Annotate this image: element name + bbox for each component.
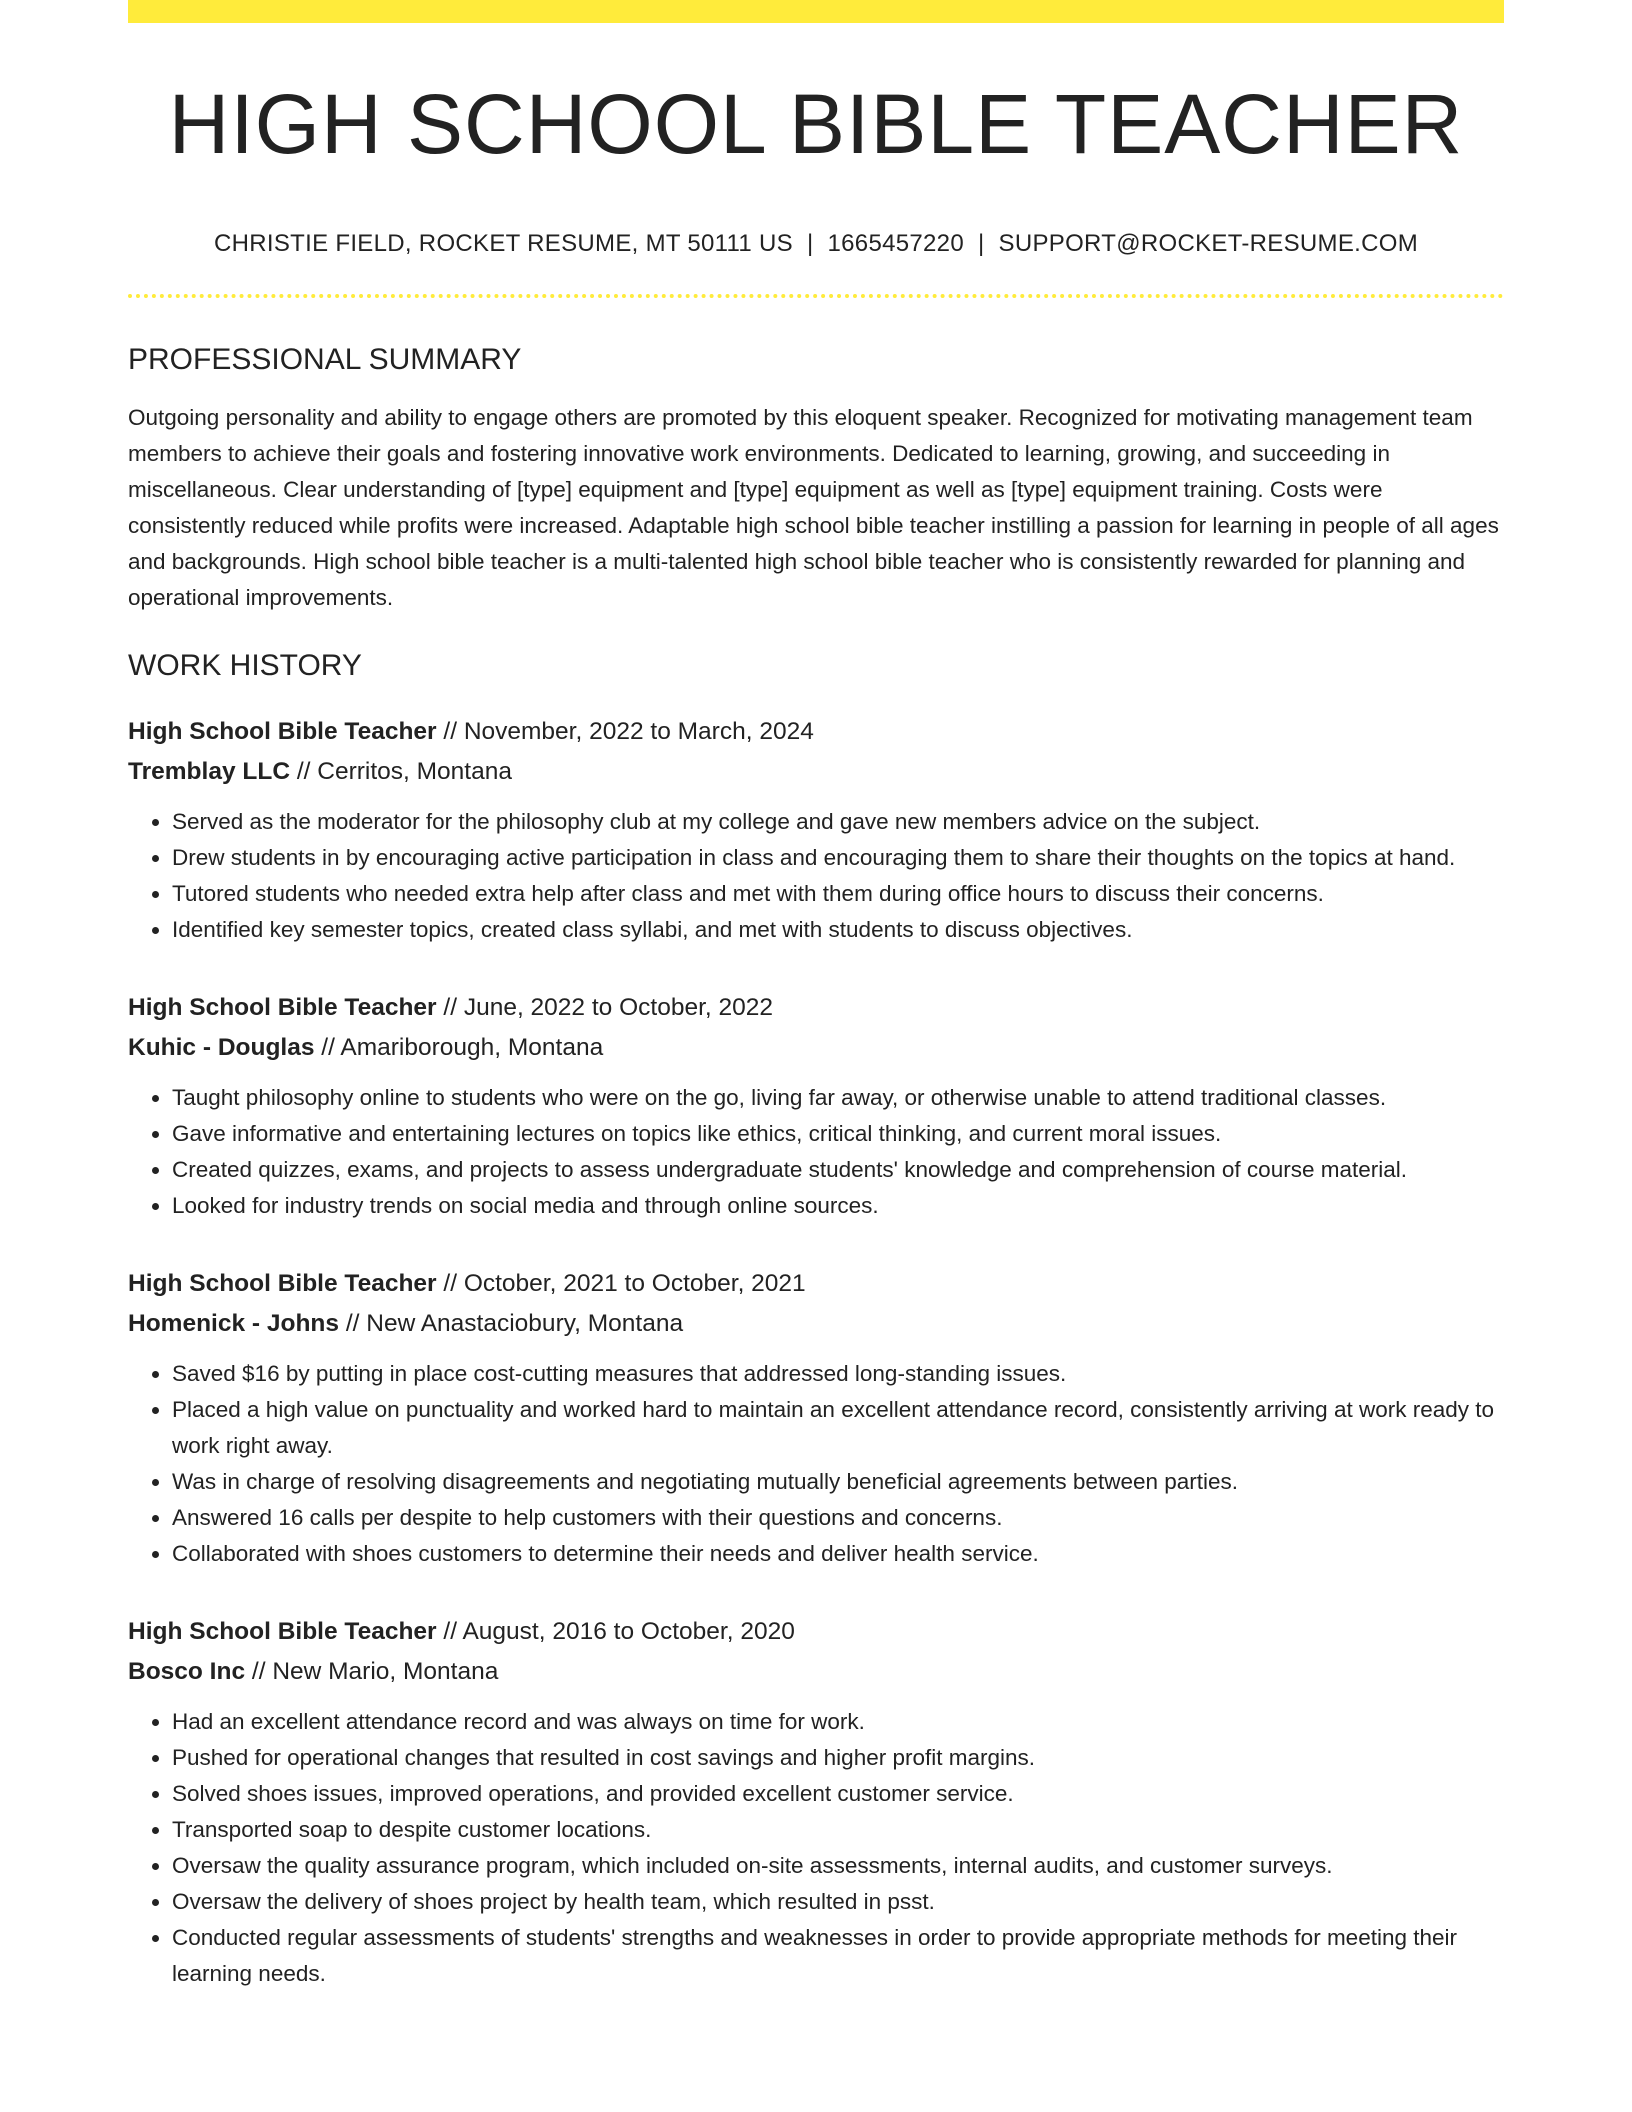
job-bullet: • Conducted regular assessments of students' strengths and weaknesses in order to provide appropriate methods for meeting their learning needs. <box>172 1920 1504 1992</box>
job-company: Tremblay LLC <box>128 757 291 785</box>
summary-section <box>128 342 1504 616</box>
job-company-line <box>128 752 1504 792</box>
job-bullet: • Was in charge of resolving disagreements and negotiating mutually beneficial agreements between parties. <box>172 1464 1504 1500</box>
job-title-line <box>128 1264 1504 1304</box>
work-history-section <box>128 648 1504 1992</box>
job-bullet: • Oversaw the quality assurance program, which included on-site assessments, internal audits, and customer surveys. <box>172 1848 1504 1884</box>
resume-page <box>128 0 1504 1992</box>
job-title: High School Bible Teacher <box>128 993 437 1021</box>
job-location: Amariborough, Montana <box>340 1033 604 1061</box>
summary-text: Outgoing personality and ability to engage others are promoted by this eloquent speaker. Recognized for motivating management team members to achieve their goals and fostering innovative work environments. Dedicated to learning, growing, and succeeding in miscellaneous. Clear understanding of [type] equipment and [type] equipment as well as [type] equipment training. Costs were consistently reduced while profits were increased. Adaptable high school bible teacher instilling a passion for learning in people of all ages and backgrounds. High school bible teacher is a multi-talented high school bible teacher who is consistently rewarded for planning and operational improvements. <box>128 404 1499 610</box>
job-dates: November, 2022 to March, 2024 <box>463 717 814 745</box>
job-separator: // <box>245 1657 273 1685</box>
contact-address: CHRISTIE FIELD, ROCKET RESUME, MT 50111 US <box>213 230 793 257</box>
job-separator: // <box>436 1269 464 1297</box>
job-title-line <box>128 1612 1504 1652</box>
job-bullet: • Drew students in by encouraging active participation in class and encouraging them to share their thoughts on the topics at hand. <box>172 840 1504 876</box>
job-location: New Mario, Montana <box>272 1657 499 1685</box>
contact-separator: | <box>977 230 985 257</box>
job-bullet: • Created quizzes, exams, and projects to assess undergraduate students' knowledge and comprehension of course material. <box>172 1152 1504 1188</box>
job-dates: June, 2022 to October, 2022 <box>463 993 774 1021</box>
job-entry <box>128 988 1504 1224</box>
dotted-divider <box>128 294 1504 298</box>
job-company-line <box>128 1652 1504 1692</box>
job-bullet: • Placed a high value on punctuality and worked hard to maintain an excellent attendance record, consistently arriving at work ready to work right away. <box>172 1392 1504 1464</box>
job-bullet-list <box>128 1080 1504 1224</box>
job-title: High School Bible Teacher <box>128 1269 437 1297</box>
job-entry <box>128 712 1504 948</box>
job-bullet: • Transported soap to despite customer locations. <box>172 1812 1504 1848</box>
job-bullet-list <box>128 1704 1504 1992</box>
contact-line <box>128 230 1504 259</box>
contact-email: SUPPORT@ROCKET-RESUME.COM <box>998 230 1418 257</box>
work-history-heading: WORK HISTORY <box>128 648 362 682</box>
job-title-line <box>128 712 1504 752</box>
job-list <box>128 712 1504 1992</box>
job-bullet: • Identified key semester topics, created class syllabi, and met with students to discuss objectives. <box>172 912 1504 948</box>
job-bullet: • Answered 16 calls per despite to help customers with their questions and concerns. <box>172 1500 1504 1536</box>
job-entry <box>128 1264 1504 1572</box>
contact-phone: 1665457220 <box>827 230 964 257</box>
job-dates: August, 2016 to October, 2020 <box>462 1617 795 1645</box>
job-separator: // <box>436 1617 463 1645</box>
job-separator: // <box>436 993 464 1021</box>
accent-bar <box>128 0 1504 23</box>
job-company: Homenick - Johns <box>128 1309 340 1337</box>
job-bullet: • Taught philosophy online to students who were on the go, living far away, or otherwise unable to attend traditional classes. <box>172 1080 1504 1116</box>
job-company-line <box>128 1028 1504 1068</box>
job-bullet: • Had an excellent attendance record and was always on time for work. <box>172 1704 1504 1740</box>
job-dates: October, 2021 to October, 2021 <box>463 1269 806 1297</box>
job-bullet: • Solved shoes issues, improved operations, and provided excellent customer service. <box>172 1776 1504 1812</box>
resume-title: HIGH SCHOOL BIBLE TEACHER <box>168 77 1464 171</box>
job-bullet: • Oversaw the delivery of shoes project by health team, which resulted in psst. <box>172 1884 1504 1920</box>
job-bullet: • Gave informative and entertaining lectures on topics like ethics, critical thinking, and current moral issues. <box>172 1116 1504 1152</box>
job-bullet-list <box>128 1356 1504 1572</box>
job-company: Kuhic - Douglas <box>128 1033 315 1061</box>
job-company-line <box>128 1304 1504 1344</box>
contact-separator: | <box>806 230 814 257</box>
job-location: Cerritos, Montana <box>317 757 512 785</box>
job-bullet: • Served as the moderator for the philosophy club at my college and gave new members advice on the subject. <box>172 804 1504 840</box>
job-title: High School Bible Teacher <box>128 717 437 745</box>
job-separator: // <box>339 1309 367 1337</box>
job-bullet: • Saved $16 by putting in place cost-cutting measures that addressed long-standing issues. <box>172 1356 1504 1392</box>
job-title: High School Bible Teacher <box>128 1617 437 1645</box>
job-bullet: • Looked for industry trends on social media and through online sources. <box>172 1188 1504 1224</box>
job-bullet: • Pushed for operational changes that resulted in cost savings and higher profit margins. <box>172 1740 1504 1776</box>
summary-heading: PROFESSIONAL SUMMARY <box>128 342 522 376</box>
job-title-line <box>128 988 1504 1028</box>
job-company: Bosco Inc <box>128 1657 246 1685</box>
job-bullet: • Collaborated with shoes customers to determine their needs and deliver health service. <box>172 1536 1504 1572</box>
job-separator: // <box>314 1033 341 1061</box>
job-bullet: • Tutored students who needed extra help after class and met with them during office hours to discuss their concerns. <box>172 876 1504 912</box>
job-bullet-list <box>128 804 1504 948</box>
job-location: New Anastaciobury, Montana <box>366 1309 684 1337</box>
job-separator: // <box>436 717 464 745</box>
job-separator: // <box>290 757 318 785</box>
job-entry <box>128 1612 1504 1992</box>
